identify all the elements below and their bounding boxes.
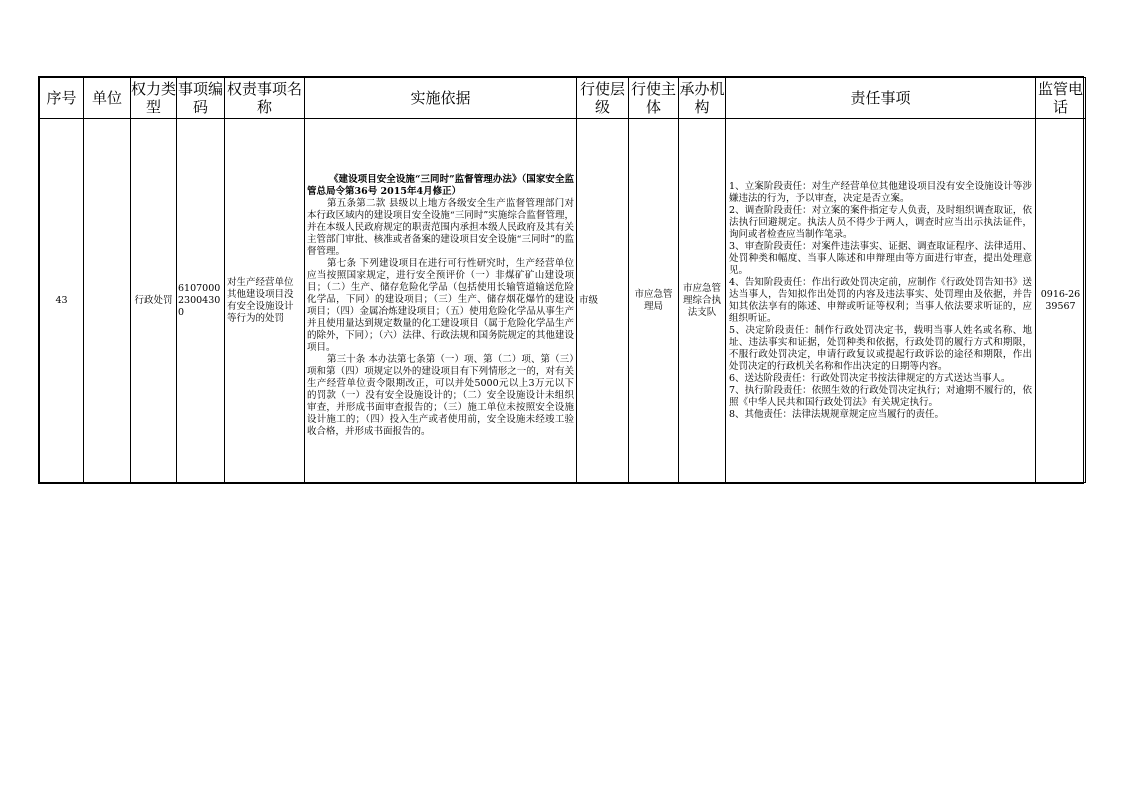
- cell-item-name: 对生产经营单位其他建设项目没有安全设施设计等行为的处罚: [225, 119, 305, 483]
- cell-power-type: 行政处罚: [131, 119, 177, 483]
- responsibility-item: 4、告知阶段责任：作出行政处罚决定前，应制作《行政处罚告知书》送达当事人，告知拟作出处罚的内容及违法事实、处罚理由及依据，并告知其依法享有的陈述、申辩或听证等权利；当事人依法要求听证的，应组织听证。: [729, 276, 1032, 324]
- responsibility-item: 3、审查阶段责任：对案件违法事实、证据、调查取证程序、法律适用、处罚种类和幅度、当事人陈述和申辩理由等方面进行审查，提出处理意见。: [729, 240, 1032, 276]
- header-item-code: 事项编码: [177, 78, 225, 119]
- header-basis: 实施依据: [305, 78, 577, 119]
- table-row: [40, 119, 1086, 483]
- cell-seq: 43: [40, 119, 84, 483]
- header-seq: 序号: [40, 78, 84, 119]
- cell-item-code: 610700023004300: [177, 119, 225, 483]
- header-item-name: 权责事项名称: [225, 78, 305, 119]
- cell-unit: [84, 119, 131, 483]
- responsibility-item: 6、送达阶段责任：行政处罚决定书按法律规定的方式送达当事人。: [729, 372, 1011, 384]
- responsibility-item: 1、立案阶段责任：对生产经营单位其他建设项目没有安全设施设计等涉嫌违法的行为，予以审查，决定是否立案。: [729, 180, 1032, 204]
- responsibility-item: 7、执行阶段责任：依照生效的行政处罚决定执行；对逾期不履行的，依照《中华人民共和国行政处罚法》有关规定执行。: [729, 384, 1032, 408]
- responsibility-item: 8、其他责任：法律法规规章规定应当履行的责任。: [729, 408, 945, 420]
- basis-paragraph: 第三十条 本办法第七条第（一）项、第（二）项、第（三）项和第（四）项规定以外的建设项目有下列情形之一的，对有关生产经营单位责令限期改正，可以并处5000元以上3万元以下的罚款（一）没有安全设施设计的；（二）安全设施设计未组织审查，并形成书面审查报告的；（三）施工单位未按照安全设施设计施工的；（四）投入生产或者使用前，安全设施未经竣工验收合格，并形成书面报告的。: [307, 353, 574, 437]
- responsibility-item: 5、决定阶段责任：制作行政处罚决定书，载明当事人姓名或名称、地址、违法事实和证据，处罚种类和依据，行政处罚的履行方式和期限，不服行政处罚决定，申请行政复议或提起行政诉讼的途径和期限，作出处罚决定的行政机关名称和作出决定的日期等内容。: [729, 324, 1032, 372]
- cell-phone: 0916-2639567: [1036, 119, 1086, 483]
- cell-subject: 市应急管理局: [629, 119, 679, 483]
- header-agency: 承办机构: [679, 78, 726, 119]
- cell-level: 市级: [577, 119, 629, 483]
- responsibility-table: [38, 76, 1084, 484]
- basis-title: 《建设项目安全设施“三同时”监督管理办法》（国家安全监管总局令第36号 2015年4月修正）: [307, 173, 574, 197]
- responsibility-item: 2、调查阶段责任：对立案的案件指定专人负责，及时组织调查取证，依法执行回避规定。执法人员不得少于两人，调查时应当出示执法证件，询问或者检查应当制作笔录。: [729, 204, 1032, 240]
- cell-basis: [305, 119, 577, 483]
- basis-paragraph: 第七条 下列建设项目在进行可行性研究时，生产经营单位应当按照国家规定，进行安全预评价（一）非煤矿矿山建设项目；（二）生产、储存危险化学品（包括使用长输管道输送危险化学品，下同）的建设项目；（三）生产、储存烟花爆竹的建设项目；（四）金属冶炼建设项目；（五）使用危险化学品从事生产并且使用量达到规定数量的化工建设项目（属于危险化学品生产的除外，下同）；（六）法律、行政法规和国务院规定的其他建设项目。: [307, 257, 574, 353]
- basis-paragraph: 第五条第二款 县级以上地方各级安全生产监督管理部门对本行政区域内的建设项目安全设施“三同时”实施综合监督管理，并在本级人民政府规定的职责范围内承担本级人民政府及其有关主管部门审批、核准或者备案的建设项目安全设施“三同时”的监督管理。: [307, 197, 574, 257]
- header-responsibility: 责任事项: [726, 78, 1036, 119]
- cell-agency: 市应急管理综合执法支队: [679, 119, 726, 483]
- header-power-type: 权力类型: [131, 78, 177, 119]
- cell-responsibility: [726, 119, 1036, 483]
- header-row: [40, 78, 1086, 119]
- header-subject: 行使主体: [629, 78, 679, 119]
- header-phone: 监管电话: [1036, 78, 1086, 119]
- header-level: 行使层级: [577, 78, 629, 119]
- header-unit: 单位: [84, 78, 131, 119]
